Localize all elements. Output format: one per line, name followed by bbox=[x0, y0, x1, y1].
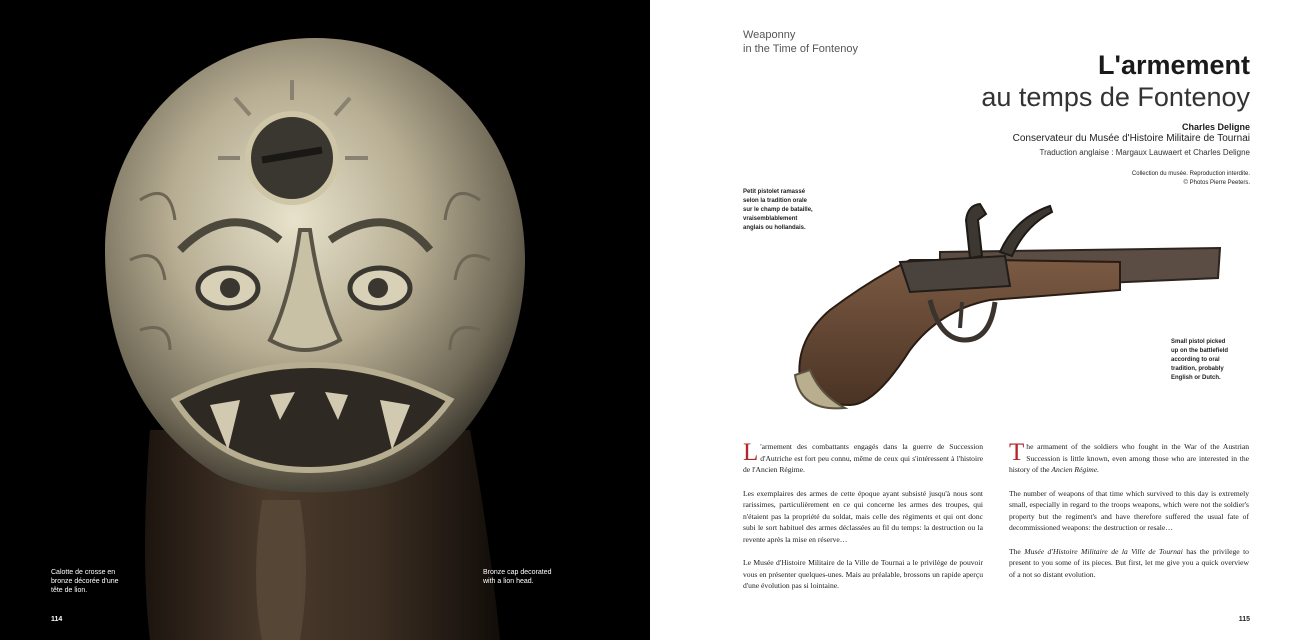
stock-wire-wrap bbox=[256, 500, 306, 640]
photo-credit: Collection du musée. Reproduction interdite. © Photos Pierre Peeters. bbox=[1131, 171, 1250, 186]
author-role: Conservateur du Musée d'Histoire Militaire de Tournai bbox=[1012, 133, 1250, 144]
pistol-caption-french: Petit pistolet ramassé selon la tradition orale sur le champ de bataille, vraisemblablement anglais ou hollandais. bbox=[743, 189, 813, 231]
page-number-left: 114 bbox=[51, 616, 63, 623]
column-english bbox=[1009, 441, 1249, 592]
pistol-lockplate bbox=[900, 256, 1010, 292]
kicker-line-2: in the Time of Fontenoy bbox=[743, 43, 858, 55]
left-pupil bbox=[220, 278, 240, 298]
english-paragraph-1: The armament of the soldiers who fought in the War of the Austrian Succession is little known, even among those who are interested in the history of the Ancien Régime. bbox=[1009, 439, 1249, 474]
pistol-caption-english: Small pistol picked up on the battlefield according to oral tradition, probably English or Dutch. bbox=[1171, 339, 1228, 381]
pistol-trigger bbox=[960, 302, 962, 328]
right-page bbox=[650, 0, 1300, 640]
flintlock-pistol-photo bbox=[790, 190, 1230, 420]
dropcap-french: L bbox=[743, 439, 759, 466]
pistol-frizzen bbox=[1000, 206, 1052, 256]
title-sub: au temps de Fontenoy bbox=[981, 82, 1250, 112]
french-paragraph-2: Les exemplaires des armes de cette époque ayant subsisté jusqu'à nous sont rarissimes, particulièrement en ce qui concerne les armes des troupes, qui n'étaient pas la propriété du soldat, mais celle des régiments et qui ont donc subi le sort habituel des armes déclassées au fil du temps: la destruction ou la revente après la mise en réserve… bbox=[743, 488, 983, 544]
english-paragraph-2: The number of weapons of that time which survived to this day is extremely small, especially in regard to the troops weapons, which were not the soldier's property but the regiment's and have therefore suffered the usual fate of decommissioned weapons: the destruction or resale… bbox=[1009, 488, 1249, 532]
translation-credit: Traduction anglaise : Margaux Lauwaert et Charles Deligne bbox=[1039, 148, 1250, 157]
dropcap-english: T bbox=[1009, 439, 1025, 466]
french-paragraph-1: L 'armement des combattants engagés dans la guerre de Succession d'Autriche est fort peu connu, même de ceux qui s'intéressent à l'histoire de l'Ancien Régime. bbox=[743, 439, 983, 474]
kicker-line-1: Weaponny bbox=[743, 29, 796, 41]
caption-french-left: Calotte de crosse en bronze décorée d'une tête de lion. bbox=[51, 569, 119, 594]
title-main: L'armement bbox=[1098, 50, 1250, 80]
right-pupil bbox=[368, 278, 388, 298]
english-paragraph-3: The Musée d'Histoire Militaire de la Ville de Tournai has the privilege to present to you some of its pieces. But first, let me give you a quick overview of a not so distant evolution. bbox=[1009, 546, 1249, 579]
kicker bbox=[743, 28, 858, 56]
author-name: Charles Deligne bbox=[1181, 122, 1250, 132]
column-french bbox=[743, 441, 983, 604]
french-paragraph-3: Le Musée d'Histoire Militaire de la Ville de Tournai a le privilège de pouvoir vous en présenter quelques-unes. Mais au préalable, brossons un rapide aperçu d'une évolution pas si lointaine. bbox=[743, 558, 983, 590]
page-number-right: 115 bbox=[1238, 616, 1250, 623]
pistol-hammer bbox=[966, 204, 986, 258]
caption-english-left: Bronze cap decorated with a lion head. bbox=[483, 569, 552, 585]
